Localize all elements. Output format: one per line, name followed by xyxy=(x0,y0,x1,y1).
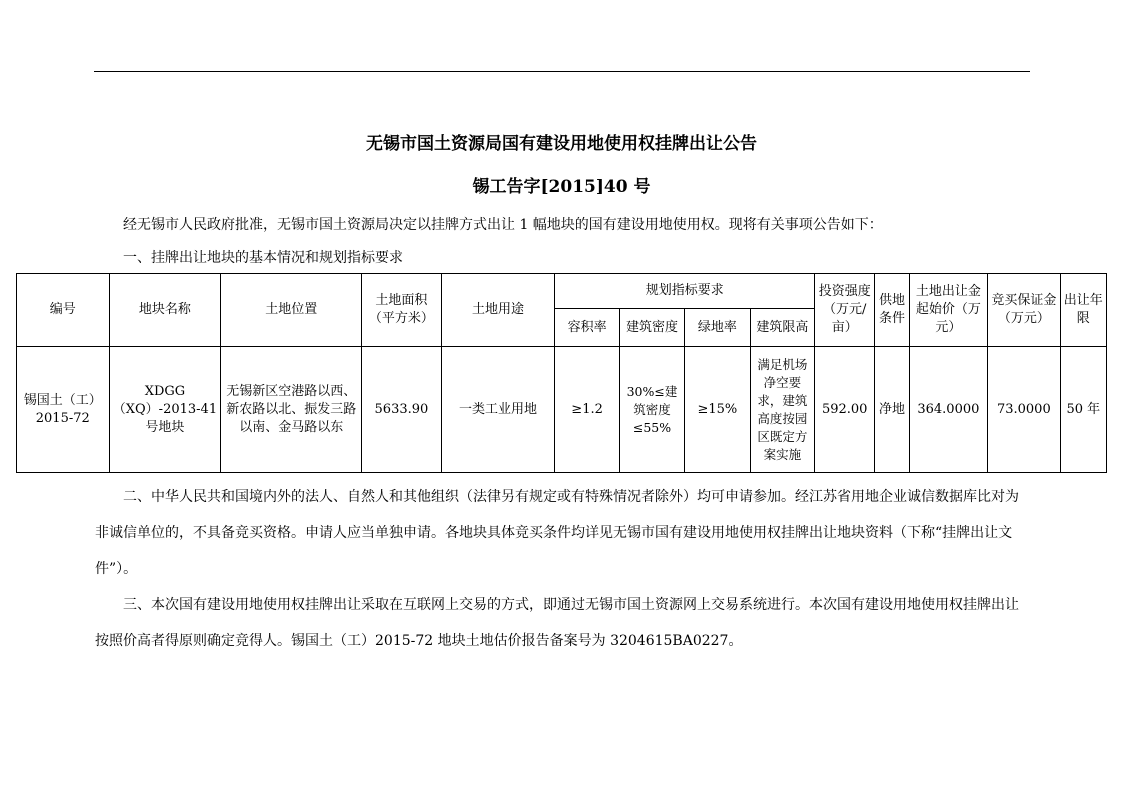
cell-start-price: 364.0000 xyxy=(909,347,988,473)
header-green: 绿地率 xyxy=(685,309,750,347)
cell-density: 30%≤建筑密度≤55% xyxy=(619,347,684,473)
page-title: 无锡市国土资源局国有建设用地使用权挂牌出让公告 xyxy=(366,134,757,154)
cell-invest: 592.00 xyxy=(815,347,875,473)
cell-height: 满足机场净空要求，建筑高度按园区既定方案实施 xyxy=(750,347,814,473)
cell-name: XDGG（XQ）-2013-41 号地块 xyxy=(109,347,221,473)
table-row xyxy=(17,347,1107,473)
land-parcel-table xyxy=(16,273,1107,473)
header-location: 土地位置 xyxy=(221,274,362,347)
header-supply: 供地条件 xyxy=(875,274,909,347)
section-1-heading: 一、挂牌出让地块的基本情况和规划指标要求 xyxy=(123,250,403,266)
cell-deposit: 73.0000 xyxy=(988,347,1060,473)
cell-id: 锡国土（工）2015-72 xyxy=(17,347,110,473)
header-start-price: 土地出让金起始价（万元） xyxy=(909,274,988,347)
header-invest: 投资强度（万元/亩） xyxy=(815,274,875,347)
section-2-paragraph: 二、中华人民共和国境内外的法人、自然人和其他组织（法律另有规定或有特殊情况者除外）均可申请参加。经江苏省用地企业诚信数据库比对为非诚信单位的，不具备竞买资格。申请人应当单独申请。各地块具体竞买条件均详见无锡市国有建设用地使用权挂牌出让地块资料（下称“挂牌出让文件”）。 xyxy=(95,489,1019,577)
header-id: 编号 xyxy=(17,274,110,347)
header-use: 土地用途 xyxy=(441,274,555,347)
header-term: 出让年限 xyxy=(1060,274,1106,347)
cell-green: ≥15% xyxy=(685,347,750,473)
header-rule xyxy=(94,71,1030,72)
intro-paragraph: 经无锡市人民政府批准，无锡市国土资源局决定以挂牌方式出让 1 幅地块的国有建设用地使用权。现将有关事项公告如下： xyxy=(123,217,883,233)
cell-term: 50 年 xyxy=(1060,347,1106,473)
header-density: 建筑密度 xyxy=(619,309,684,347)
header-planning: 规划指标要求 xyxy=(555,274,815,309)
cell-far: ≥1.2 xyxy=(555,347,619,473)
cell-supply: 净地 xyxy=(875,347,909,473)
header-area: 土地面积（平方米） xyxy=(362,274,442,347)
section-3-paragraph: 三、本次国有建设用地使用权挂牌出让采取在互联网上交易的方式，即通过无锡市国土资源网上交易系统进行。本次国有建设用地使用权挂牌出让按照价高者得原则确定竞得人。锡国土（工）2015-72 地块土地估价报告备案号为 3204615BA0227。 xyxy=(95,597,1019,649)
header-deposit: 竞买保证金（万元） xyxy=(988,274,1060,347)
header-far: 容积率 xyxy=(555,309,619,347)
cell-use: 一类工业用地 xyxy=(441,347,555,473)
cell-area: 5633.90 xyxy=(362,347,442,473)
cell-location: 无锡新区空港路以西、新农路以北、振发三路以南、金马路以东 xyxy=(221,347,362,473)
header-name: 地块名称 xyxy=(109,274,221,347)
document-number: 锡工告字[2015]40 号 xyxy=(472,177,651,197)
header-height: 建筑限高 xyxy=(750,309,814,347)
